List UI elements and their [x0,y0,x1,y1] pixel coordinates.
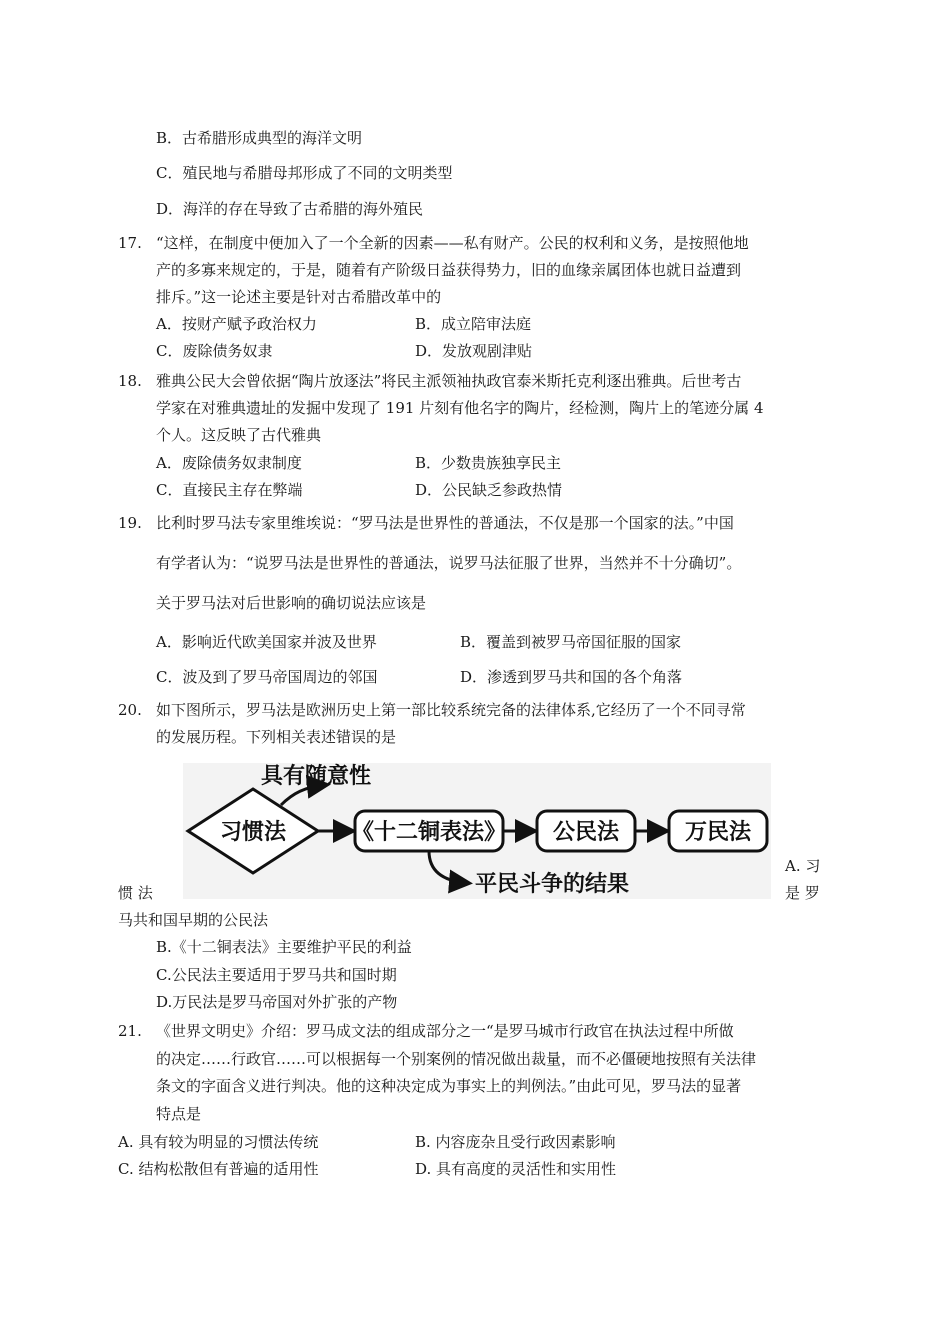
q21-stem-line-3: 条文的字面含义进行判决。他的这种决定成为事实上的判例法。”由此可见，罗马法的显著 [156,1077,742,1095]
diagram-random-label: 具有随意性 [261,764,372,789]
diagram-arrow-to-struggle [429,851,467,883]
q18-option-d: D．公民缺乏参政热情 [415,481,563,499]
q18-stem-line-1: 雅典公民大会曾依据“陶片放逐法”将民主派领袖执政官泰米斯托克利逐出雅典。后世考古 [156,372,742,390]
roman-law-diagram [183,763,771,899]
q20-option-d: D.万民法是罗马帝国对外扩张的产物 [156,993,398,1011]
q21-option-c: C. 结构松散但有普遍的适用性 [118,1160,319,1178]
q17-option-b: B．成立陪审法庭 [415,315,532,333]
q16-option-d: D．海洋的存在导致了古希腊的海外殖民 [156,200,424,218]
q20-option-a-part2a: 惯 法 [118,884,153,902]
q20-stem-line-1: 如下图所示，罗马法是欧洲历史上第一部比较系统完备的法律体系,它经历了一个不同寻常 [156,701,746,719]
diagram-struggle-label: 平民斗争的结果 [475,872,630,897]
q19-option-c: C．波及到了罗马帝国周边的邻国 [156,668,378,686]
q17-option-a: A．按财产赋予政治权力 [156,315,317,333]
q19-number: 19. [118,514,142,532]
diagram-civil-law-label: 公民法 [552,820,620,845]
q19-stem-line-1: 比利时罗马法专家里维埃说：“罗马法是世界性的普通法，不仅是那一个国家的法。”中国 [156,514,734,532]
q19-option-b: B．覆盖到被罗马帝国征服的国家 [460,633,682,651]
q21-stem-line-2: 的决定……行政官……可以根据每一个别案例的情况做出裁量，而不必僵硬地按照有关法律 [156,1050,757,1068]
q20-option-a-part1: A. 习 [785,857,821,875]
q16-option-c: C．殖民地与希腊母邦形成了不同的文明类型 [156,164,453,182]
q20-option-c: C.公民法主要适用于罗马共和国时期 [156,966,397,984]
q19-option-a: A．影响近代欧美国家并波及世界 [156,633,377,651]
q20-option-a-part3: 马共和国早期的公民法 [118,911,269,929]
q17-option-d: D．发放观剧津贴 [415,342,533,360]
q20-number: 20. [118,701,142,719]
q18-option-c: C．直接民主存在弊端 [156,481,303,499]
q21-stem-line-1: 《世界文明史》介绍：罗马成文法的组成部分之一“是罗马城市行政官在执法过程中所做 [156,1022,734,1040]
q18-number: 18. [118,372,142,390]
q17-stem-line-1: “这样，在制度中便加入了一个全新的因素——私有财产。公民的权利和义务，是按照他地 [156,234,749,252]
q21-option-a: A. 具有较为明显的习惯法传统 [118,1133,319,1151]
q17-stem-line-3: 排斥。”这一论述主要是针对古希腊改革中的 [156,288,442,306]
q20-option-a-part2b: 是 罗 [785,884,820,902]
q21-number: 21. [118,1022,142,1040]
q18-option-b: B．少数贵族独享民主 [415,454,562,472]
q21-option-d: D. 具有高度的灵活性和实用性 [415,1160,617,1178]
diagram-law-of-nations-label: 万民法 [684,820,752,845]
q18-stem-line-2: 学家在对雅典遗址的发掘中发现了 191 片刻有他名字的陶片，经检测，陶片上的笔迹分属 4 [156,399,764,417]
q21-stem-line-4: 特点是 [156,1105,202,1123]
roman-law-diagram-svg [183,763,771,899]
q19-option-d: D．渗透到罗马共和国的各个角落 [460,668,683,686]
q17-option-c: C．废除债务奴隶 [156,342,273,360]
diagram-custom-law-label: 习惯法 [219,820,287,845]
q19-stem-line-2: 有学者认为：“说罗马法是世界性的普通法，说罗马法征服了世界，当然并不十分确切”。 [156,554,742,572]
q17-stem-line-2: 产的多寡来规定的，于是，随着有产阶级日益获得势力，旧的血缘亲属团体也就日益遭到 [156,261,742,279]
q21-option-b: B. 内容庞杂且受行政因素影响 [415,1133,616,1151]
q16-option-b: B．古希腊形成典型的海洋文明 [156,129,363,147]
diagram-twelve-tables-label: 《十二铜表法》 [351,820,507,845]
q17-number: 17. [118,234,142,252]
q18-option-a: A．废除债务奴隶制度 [156,454,302,472]
q19-stem-line-3: 关于罗马法对后世影响的确切说法应该是 [156,594,427,612]
q20-stem-line-2: 的发展历程。下列相关表述错误的是 [156,728,397,746]
q18-stem-line-3: 个人。这反映了古代雅典 [156,426,322,444]
q20-option-b: B.《十二铜表法》主要维护平民的利益 [156,938,412,956]
